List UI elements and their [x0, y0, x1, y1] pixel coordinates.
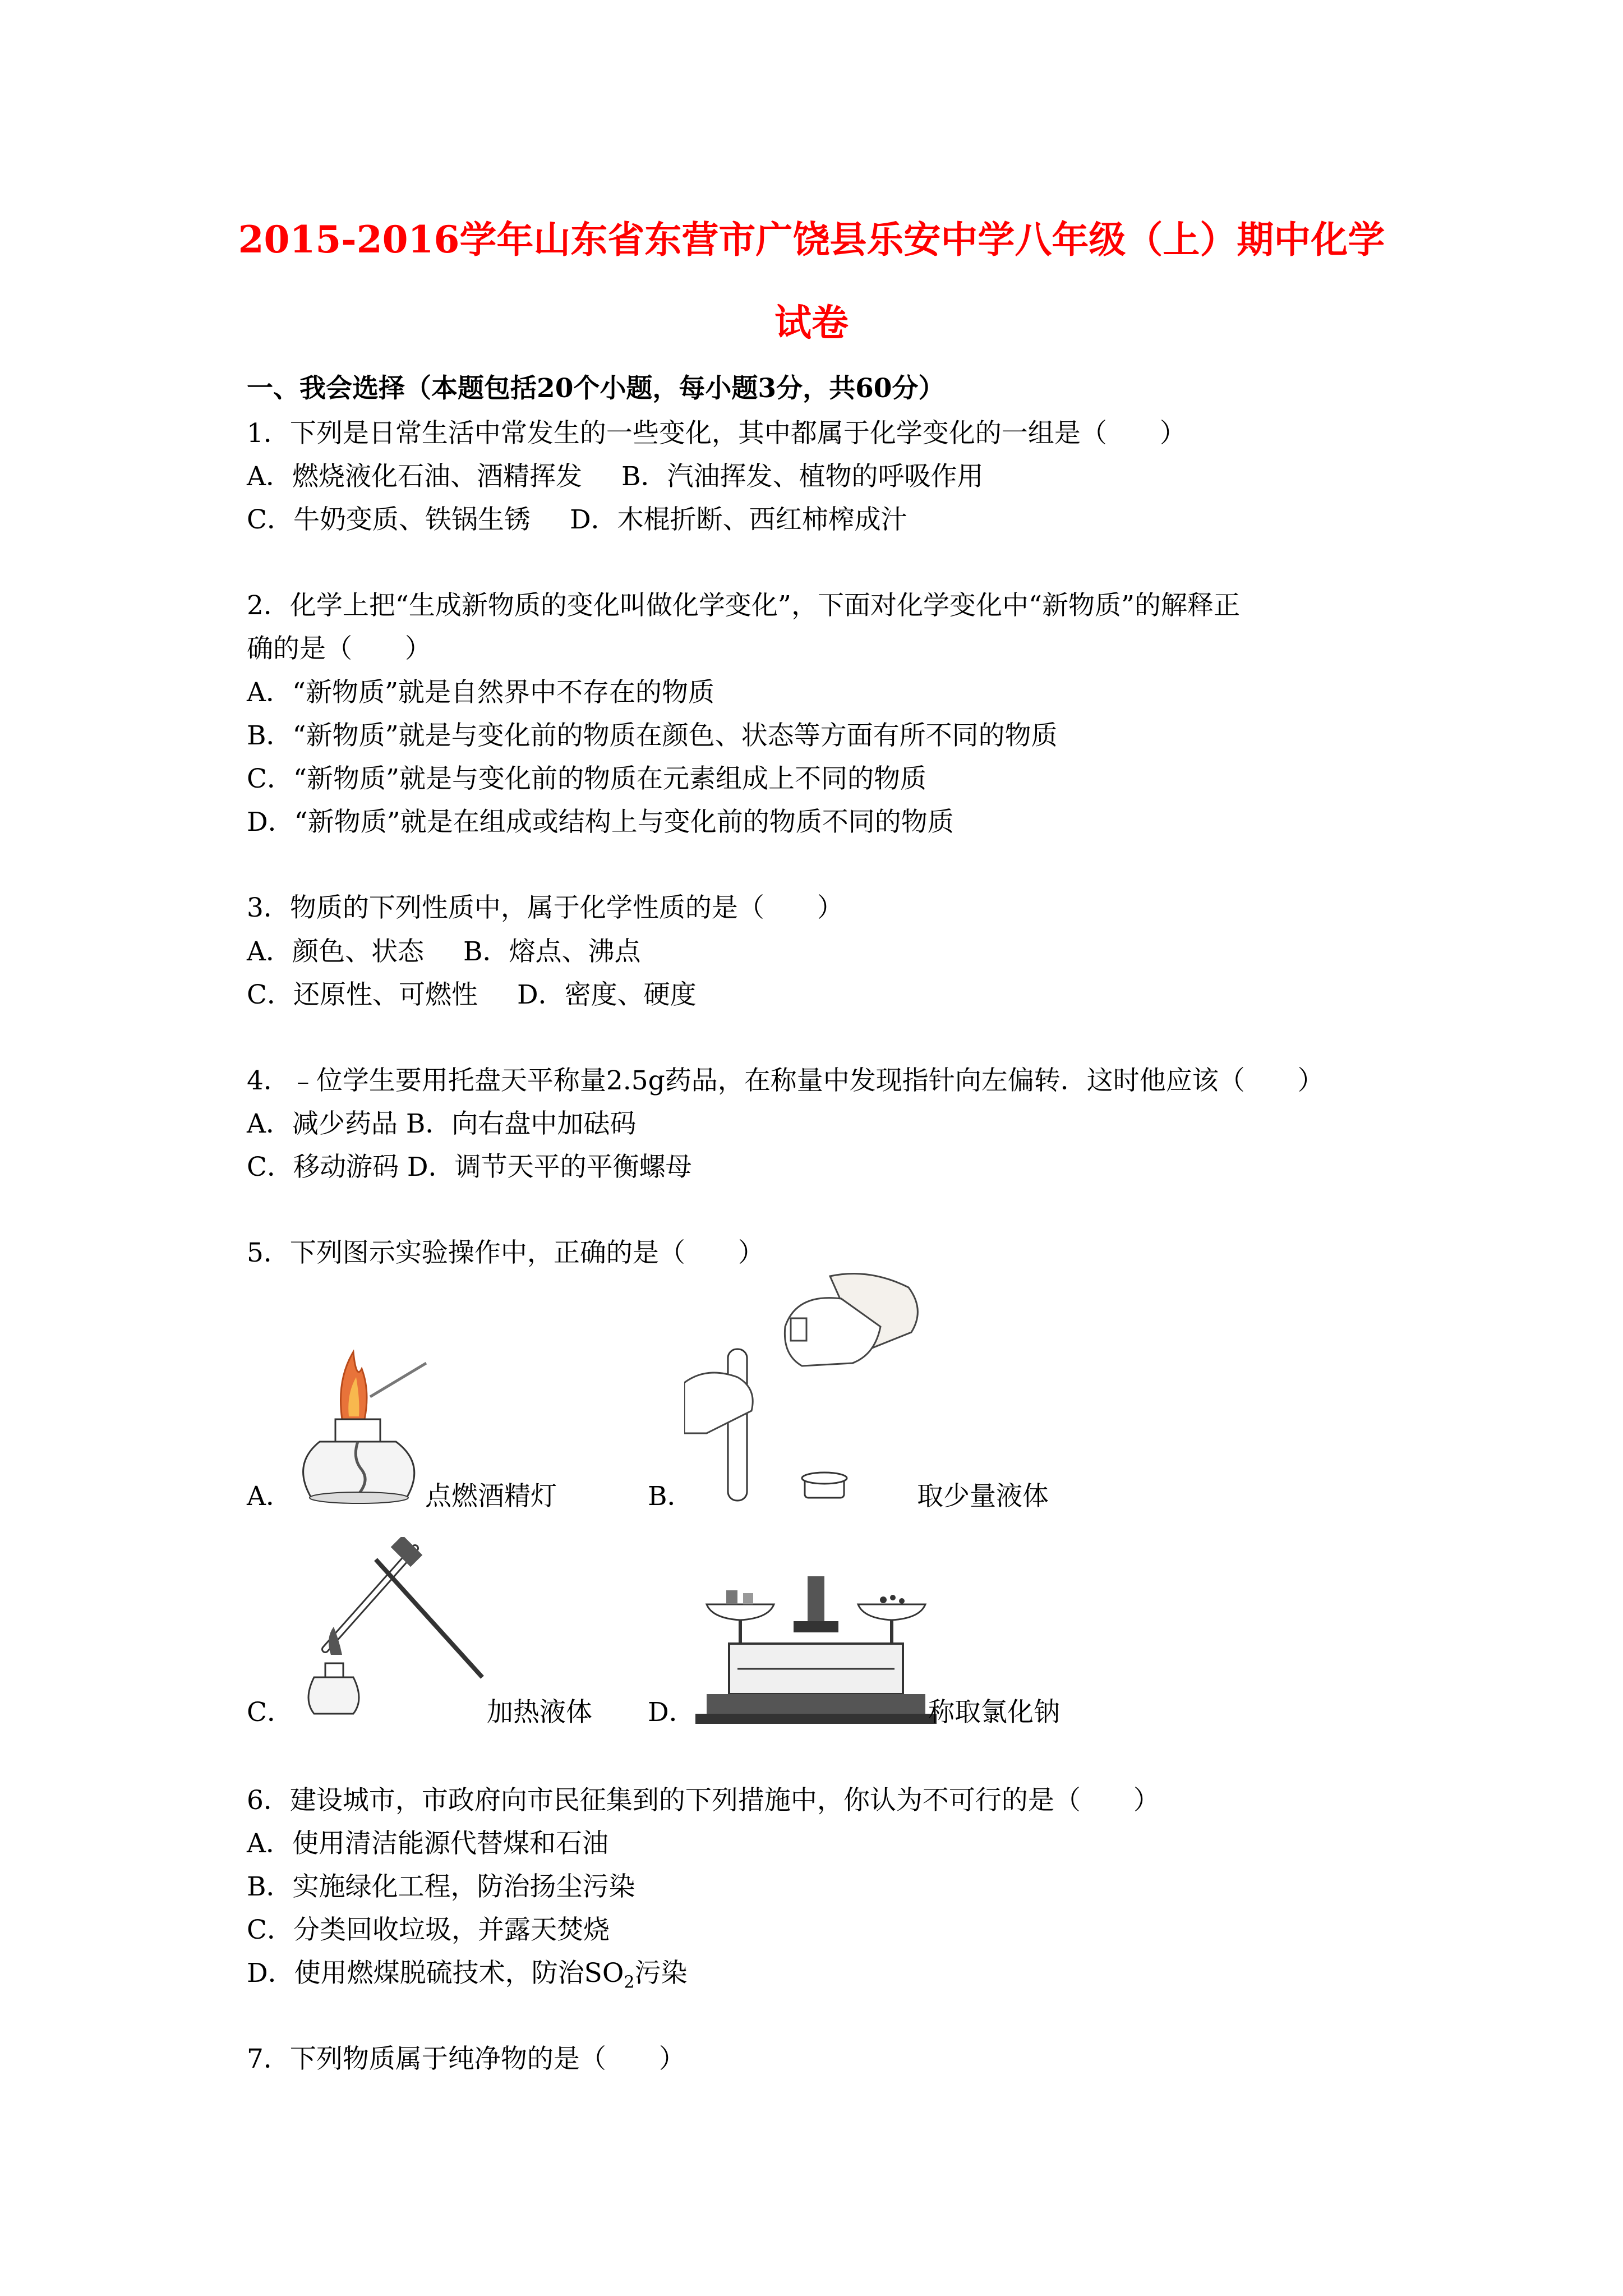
question-6-option-c: C．分类回收垃圾，并露天焚烧 [247, 1915, 610, 1945]
figure-lighting-alcohol-lamp [286, 1329, 437, 1509]
question-6-option-d-suffix: 污染 [634, 1958, 688, 1989]
question-3-option-d: D．密度、硬度 [517, 979, 697, 1010]
question-1-option-b: B．汽油挥发、植物的呼吸作用 [621, 461, 984, 492]
question-5-option-b-letter: B． [648, 1481, 694, 1512]
question-6-option-b: B．实施绿化工程，防治扬尘污染 [247, 1871, 635, 1902]
question-6-option-d-subscript: 2 [624, 1972, 635, 1993]
question-2-option-d: D．“新物质”就是在组成或结构上与变化前的物质不同的物质 [247, 807, 954, 838]
question-5-option-b-label: 取少量液体 [917, 1481, 1049, 1512]
question-1-options-ab [247, 457, 984, 496]
question-1-option-d: D．木棍折断、西红柿榨成汁 [569, 504, 907, 535]
question-6-option-a: A．使用清洁能源代替煤和石油 [247, 1828, 608, 1859]
question-6-option-d [247, 1954, 688, 2002]
question-2-option-a: A．“新物质”就是自然界中不存在的物质 [247, 677, 714, 708]
question-2-stem-line1: 2．化学上把“生成新物质的变化叫做化学变化”，下面对化学变化中“新物质”的解释正 [247, 590, 1241, 621]
document-title-line2: 试卷 [774, 301, 849, 344]
question-5-option-a-letter: A． [247, 1481, 292, 1512]
question-2-stem-line2: 确的是（ ） [247, 633, 431, 664]
question-4-options-ab: A．减少药品 B．向右盘中加砝码 [247, 1108, 637, 1139]
section-heading: 一、我会选择（本题包括20个小题，每小题3分，共60分） [247, 373, 945, 404]
question-7-stem: 7．下列物质属于纯净物的是（ ） [247, 2044, 685, 2074]
question-4-options-cd: C．移动游码 D．调节天平的平衡螺母 [247, 1152, 692, 1182]
question-3-option-c: C．还原性、可燃性 [247, 979, 478, 1010]
question-3-option-b: B．熔点、沸点 [463, 936, 641, 967]
question-3-options-ab [247, 932, 641, 972]
question-3-stem: 3．物质的下列性质中，属于化学性质的是（ ） [247, 892, 843, 923]
figure-heating-liquid [292, 1537, 499, 1722]
question-5-stem: 5．下列图示实验操作中，正确的是（ ） [247, 1237, 764, 1268]
question-3-options-cd [247, 976, 697, 1015]
document-title-line1: 2015-2016学年山东省东营市广饶县乐安中学八年级（上）期中化学 [238, 218, 1385, 261]
question-1-options-cd [247, 500, 907, 540]
question-5-option-d-label: 称取氯化钠 [928, 1697, 1060, 1728]
question-1-stem: 1．下列是日常生活中常发生的一些变化，其中都属于化学变化的一组是（ ） [247, 418, 1186, 449]
question-5-option-a-label: 点燃酒精灯 [425, 1481, 557, 1512]
question-5-option-d-letter: D． [648, 1697, 695, 1728]
figure-weighing-sodium-chloride [695, 1571, 937, 1728]
question-5-option-c-label: 加热液体 [487, 1697, 592, 1728]
question-4-stem: 4．﹣位学生要用托盘天平称量2.5g药品，在称量中发现指针向左偏转．这时他应该（ ） [247, 1065, 1324, 1096]
question-1-option-c: C．牛奶变质、铁锅生锈 [247, 504, 531, 535]
question-2-option-c: C．“新物质”就是与变化前的物质在元素组成上不同的物质 [247, 763, 927, 794]
question-2-option-b: B．“新物质”就是与变化前的物质在颜色、状态等方面有所不同的物质 [247, 720, 1058, 751]
question-3-option-a: A．颜色、状态 [247, 936, 424, 967]
figure-taking-liquid [684, 1265, 937, 1512]
question-5-option-c-letter: C． [247, 1697, 293, 1728]
question-6-option-d-text: D．使用燃煤脱硫技术，防治SO [247, 1958, 624, 1989]
question-1-option-a: A．燃烧液化石油、酒精挥发 [247, 461, 582, 492]
question-6-stem: 6．建设城市，市政府向市民征集到的下列措施中，你认为不可行的是（ ） [247, 1785, 1160, 1816]
